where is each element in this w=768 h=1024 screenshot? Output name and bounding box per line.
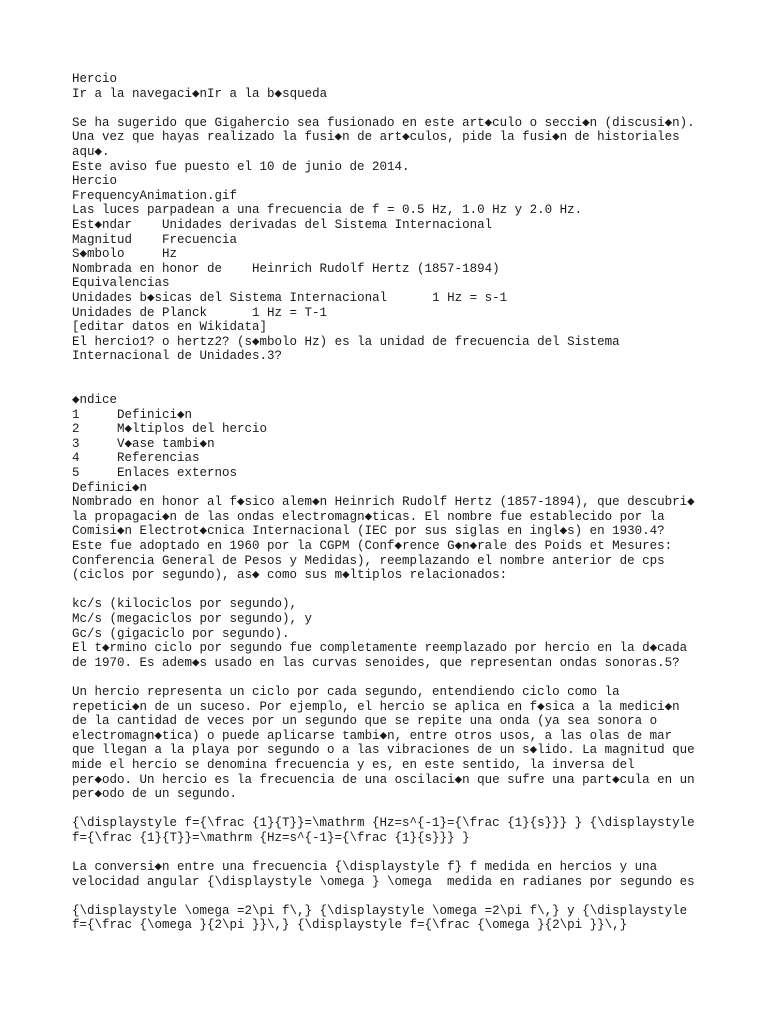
infobox-row-si-base: Unidades b◆sicas del Sistema Internacional 1 Hz = s-1 xyxy=(72,290,508,305)
paragraph-line: per◆odo. Un hercio es la frecuencia de una oscilaci◆n que sufre una part◆cula en un xyxy=(72,772,695,787)
infobox-row-magnitude: Magnitud Frecuencia xyxy=(72,232,238,247)
document-page xyxy=(72,72,752,933)
spacer xyxy=(72,670,752,685)
hertz-explanation xyxy=(72,685,752,802)
paragraph-line: velocidad angular {\displaystyle \omega } \omega medida en radianes por segundo es xyxy=(72,874,695,889)
formula-line: {\displaystyle \omega =2\pi f\,} {\displaystyle \omega =2\pi f\,} y {\displaystyle xyxy=(72,903,688,918)
paragraph-line: de la cantidad de veces por un segundo que se repite una onda (ya sea sonora o xyxy=(72,714,658,729)
infobox xyxy=(72,174,752,335)
formula-line: f={\frac {\omega }{2\pi }}\,} {\displaystyle f={\frac {\omega }{2\pi }}\,} xyxy=(72,918,628,933)
infobox-row-planck: Unidades de Planck 1 Hz = T-1 xyxy=(72,305,328,320)
infobox-title: Hercio xyxy=(72,174,118,189)
infobox-caption: Las luces parpadean a una frecuencia de f = 0.5 Hz, 1.0 Hz y 2.0 Hz. xyxy=(72,203,583,218)
merge-notice xyxy=(72,116,752,174)
infobox-row-symbol: S◆mbolo Hz xyxy=(72,247,178,262)
spacer xyxy=(72,364,752,393)
formula-angular xyxy=(72,904,752,933)
infobox-row-standard: Est◆ndar Unidades derivadas del Sistema Internacional xyxy=(72,217,493,232)
definition-line: Conferencia General de Pesos y Medidas), reemplazando el nombre anterior de cps xyxy=(72,553,665,568)
list-item: Gc/s (gigaciclo por segundo). xyxy=(72,626,290,641)
spacer xyxy=(72,845,752,860)
definition-line: Comisi◆n Electrot◆cnica Internacional (IEC por sus siglas en ingl◆s) en 1930.4? xyxy=(72,524,665,539)
infobox-row-named-after: Nombrada en honor de Heinrich Rudolf Hertz (1857-1894) xyxy=(72,261,500,276)
paragraph-line: per◆odo de un segundo. xyxy=(72,787,238,802)
toc-item-multiplos[interactable]: 2 M◆ltiplos del hercio xyxy=(72,422,268,437)
spacer xyxy=(72,802,752,817)
paragraph-line: repetici◆n de un suceso. Por ejemplo, el hercio se aplica en f◆sica a la medici◆n xyxy=(72,699,680,714)
notice-line: Se ha sugerido que Gigahercio sea fusionado en este art◆culo o secci◆n (discusi◆n). xyxy=(72,115,695,130)
paragraph-line: El t◆rmino ciclo por segundo fue completamente reemplazado por hercio en la d◆cada xyxy=(72,641,688,656)
notice-line: aqu◆. xyxy=(72,144,110,159)
infobox-image-link[interactable]: FrequencyAnimation.gif xyxy=(72,188,238,203)
spacer xyxy=(72,583,752,598)
notice-line: Este aviso fue puesto el 10 de junio de 2014. xyxy=(72,159,410,174)
intro-line: El hercio1? o hertz2? (s◆mbolo Hz) es la unidad de frecuencia del Sistema xyxy=(72,334,620,349)
toc-item-vease-tambien[interactable]: 3 V◆ase tambi◆n xyxy=(72,436,215,451)
section-heading: Definici◆n xyxy=(72,480,148,495)
definition-line: Este fue adoptado en 1960 por la CGPM (Conf◆rence G◆n◆rale des Poids et Mesures: xyxy=(72,539,673,553)
definition-line: Nombrado en honor al f◆sico alem◆n Heinrich Rudolf Hertz (1857-1894), que descubri◆ xyxy=(72,495,695,510)
edit-wikidata-link[interactable]: [editar datos en Wikidata] xyxy=(72,320,268,335)
paragraph-line: que llegan a la playa por segundo o a las vibraciones de un s◆lido. La magnitud que xyxy=(72,743,695,758)
list-item: Mc/s (megaciclos por segundo), y xyxy=(72,611,313,626)
list-item: kc/s (kilociclos por segundo), xyxy=(72,597,298,612)
formula-line: {\displaystyle f={\frac {1}{T}}=\mathrm {Hz=s^{-1}={\frac {1}{s}}} } {\displaystyle xyxy=(72,816,695,831)
definition-line: la propagaci◆n de las ondas electromagn◆ticas. El nombre fue establecido por la xyxy=(72,509,665,524)
spacer xyxy=(72,889,752,904)
notice-line: Una vez que hayas realizado la fusi◆n de art◆culos, pide la fusi◆n de historiales xyxy=(72,130,680,145)
page-title: Hercio xyxy=(72,72,118,86)
formula-frequency xyxy=(72,816,752,845)
toc-item-enlaces-externos[interactable]: 5 Enlaces externos xyxy=(72,466,238,481)
formula-line: f={\frac {1}{T}}=\mathrm {Hz=s^{-1}={\frac {1}{s}}} } xyxy=(72,830,470,845)
toc-heading: ◆ndice xyxy=(72,393,118,408)
toc-item-definicion[interactable]: 1 Definici◆n xyxy=(72,407,193,422)
multiples-list xyxy=(72,597,752,670)
paragraph-line: electromagn◆tica) o puede aplicarse tambi◆n, entre otros usos, a las olas de mar xyxy=(72,728,673,743)
nav-links[interactable]: Ir a la navegaci◆nIr a la b◆squeda xyxy=(72,86,328,101)
table-of-contents xyxy=(72,393,752,481)
paragraph-line: Un hercio representa un ciclo por cada segundo, entendiendo ciclo como la xyxy=(72,684,620,699)
intro-paragraph xyxy=(72,335,752,364)
paragraph-line: mide el hercio se denomina frecuencia y es, en este sentido, la inversa del xyxy=(72,757,635,772)
definition-section xyxy=(72,481,752,583)
paragraph-line: de 1970. Es adem◆s usado en las curvas senoides, que representan ondas sonoras.5? xyxy=(72,655,680,670)
conversion-paragraph xyxy=(72,860,752,889)
spacer xyxy=(72,101,752,116)
intro-line: Internacional de Unidades.3? xyxy=(72,349,283,364)
definition-line: (ciclos por segundo), as◆ como sus m◆ltiplos relacionados: xyxy=(72,568,508,583)
paragraph-line: La conversi◆n entre una frecuencia {\displaystyle f} f medida en hercios y una xyxy=(72,860,658,875)
infobox-equivalences-heading: Equivalencias xyxy=(72,276,170,291)
toc-item-referencias[interactable]: 4 Referencias xyxy=(72,451,200,466)
